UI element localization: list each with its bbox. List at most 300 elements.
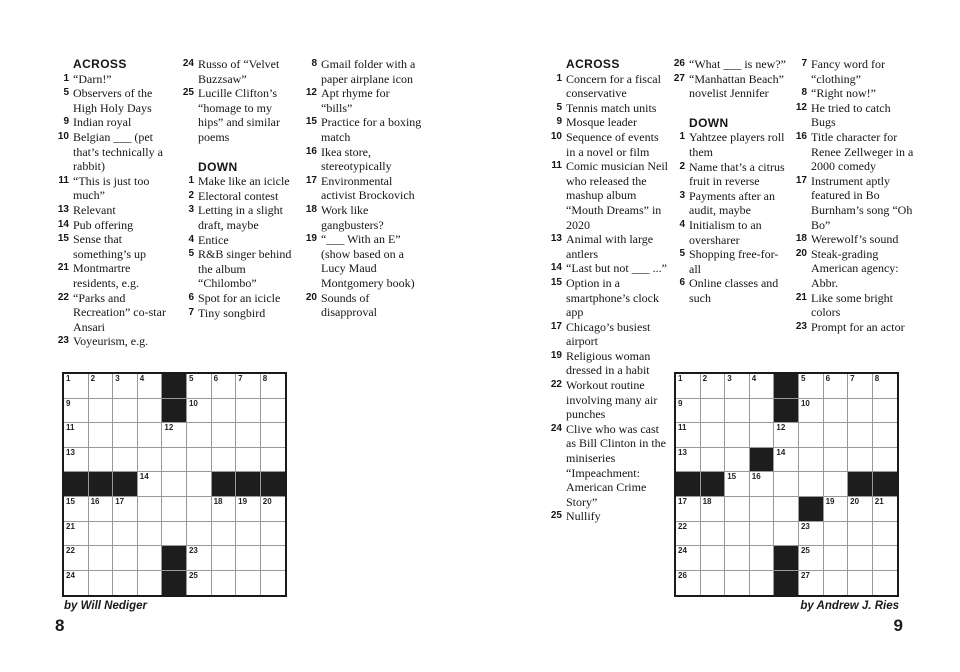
grid-cell — [212, 522, 237, 547]
clue-number: 6 — [188, 291, 194, 303]
black-square — [774, 571, 799, 596]
grid-cell — [873, 423, 898, 448]
cell-number: 10 — [800, 398, 810, 408]
clue-text: Werewolf’s sound — [811, 232, 899, 247]
clue-text: Nullify — [566, 509, 601, 524]
clue — [303, 232, 422, 290]
clue-number: 11 — [551, 160, 562, 172]
byline-left: by Will Nediger — [64, 600, 147, 612]
cell-number: 17 — [115, 496, 125, 506]
clue — [671, 57, 790, 72]
clue-list-header: ACROSS — [73, 57, 127, 71]
grid-cell — [138, 374, 163, 399]
clue-text: He tried to catch Bugs — [811, 100, 891, 130]
clue — [548, 349, 669, 378]
clue-number: 9 — [63, 116, 69, 128]
grid-cell — [824, 571, 849, 596]
grid-cell — [187, 472, 212, 497]
grid-cell — [824, 399, 849, 424]
grid-cell — [89, 448, 114, 473]
clue-number: 22 — [550, 379, 562, 391]
grid-cell — [187, 546, 212, 571]
cell-number: 19 — [238, 496, 248, 506]
grid-cell — [162, 472, 187, 497]
grid-cell — [848, 571, 873, 596]
grid-cell — [138, 472, 163, 497]
clue-number: 2 — [679, 160, 685, 172]
grid-cell — [138, 448, 163, 473]
grid-cell — [848, 497, 873, 522]
clue-number: 3 — [679, 189, 685, 201]
clue — [671, 160, 790, 189]
clue-text: Entice — [198, 232, 229, 247]
clue-text: Tiny songbird — [198, 305, 266, 320]
cell-number: 20 — [850, 496, 860, 506]
grid-cell — [799, 399, 824, 424]
clue-number: 10 — [57, 130, 69, 142]
clue-text: Prompt for an actor — [811, 319, 905, 334]
clue — [793, 86, 915, 101]
black-square — [64, 472, 89, 497]
clue-text: Animal with large antlers — [566, 232, 654, 261]
clue-text: Title character for Renee Zellweger in a 2000 comedy — [811, 129, 914, 174]
grid-cell — [89, 571, 114, 596]
clue-text: Payments after an audit, maybe — [689, 188, 775, 218]
grid-cell — [64, 571, 89, 596]
black-square — [212, 472, 237, 497]
clue-number: 22 — [57, 291, 69, 303]
crossword-grid-right — [674, 372, 899, 597]
clue-text: Apt rhyme for “bills” — [321, 86, 390, 115]
grid-cell — [236, 423, 261, 448]
cell-number: 22 — [66, 546, 75, 556]
clue — [55, 203, 174, 218]
grid-cell — [187, 423, 212, 448]
clue-number: 12 — [305, 87, 317, 99]
grid-cell — [750, 423, 775, 448]
clue — [55, 72, 174, 87]
clue — [671, 276, 790, 305]
clue-number: 15 — [57, 233, 69, 245]
clue-number: 15 — [305, 116, 317, 128]
grid-cell — [750, 497, 775, 522]
clue-number: 17 — [305, 174, 317, 186]
clue-text: “Manhattan Beach” novelist Jennifer — [689, 71, 784, 101]
clue-number: 1 — [63, 72, 69, 84]
clue-text: Fancy word for “clothing” — [811, 57, 885, 86]
clue — [548, 422, 669, 510]
clue — [793, 320, 915, 335]
clue-number: 5 — [63, 87, 69, 99]
grid-cell — [873, 374, 898, 399]
cell-number: 21 — [874, 496, 884, 506]
clue-number: 16 — [305, 145, 317, 157]
grid-cell — [89, 374, 114, 399]
clue-column-left-3 — [303, 57, 422, 320]
cell-number: 2 — [702, 374, 708, 383]
grid-cell — [873, 399, 898, 424]
grid-cell — [113, 374, 138, 399]
page-number-left: 8 — [55, 616, 65, 635]
clue — [180, 233, 299, 248]
cell-number: 8 — [874, 374, 880, 383]
grid-cell — [187, 448, 212, 473]
clue — [548, 101, 669, 116]
grid-cell — [676, 374, 701, 399]
clue — [793, 291, 915, 320]
clue-text: Indian royal — [73, 115, 132, 130]
grid-cell — [113, 399, 138, 424]
clue — [548, 276, 669, 320]
black-square — [774, 546, 799, 571]
grid-cell — [774, 472, 799, 497]
clue-number: 17 — [795, 174, 807, 186]
grid-cell — [824, 546, 849, 571]
clue-column-left-1 — [55, 57, 174, 349]
clue-number: 6 — [679, 277, 685, 289]
grid-cell — [138, 423, 163, 448]
clue-text: Online classes and such — [689, 276, 779, 305]
cell-number: 27 — [800, 570, 810, 580]
clue-number: 20 — [795, 247, 807, 259]
grid-cell — [89, 399, 114, 424]
cell-number: 2 — [90, 374, 96, 383]
clue-text: Relevant — [73, 202, 116, 217]
black-square — [162, 546, 187, 571]
clue-number: 7 — [188, 306, 194, 318]
clue — [180, 247, 299, 291]
cell-number: 1 — [678, 374, 683, 383]
grid-cell — [261, 571, 286, 596]
grid-cell — [113, 497, 138, 522]
grid-cell — [824, 472, 849, 497]
clue-text: “What ___ is new?” — [689, 57, 786, 71]
grid-cell — [261, 497, 286, 522]
clue-number: 19 — [550, 349, 562, 361]
grid-cell — [162, 522, 187, 547]
grid-cell — [725, 423, 750, 448]
clue-text: Sounds of disapproval — [321, 290, 377, 320]
grid-cell — [701, 546, 726, 571]
grid-cell — [799, 472, 824, 497]
grid-cell — [212, 571, 237, 596]
grid-cell — [236, 374, 261, 399]
clue-number: 23 — [795, 320, 807, 332]
cell-number: 13 — [678, 447, 687, 457]
clue-number: 13 — [57, 203, 69, 215]
clue — [671, 247, 790, 276]
grid-cell — [750, 472, 775, 497]
clue — [671, 72, 790, 101]
cell-number: 16 — [751, 472, 761, 482]
grid-cell — [873, 448, 898, 473]
clue-number: 1 — [679, 131, 685, 143]
clue-number: 14 — [57, 218, 69, 230]
black-square — [676, 472, 701, 497]
clue-number: 15 — [550, 276, 562, 288]
clue-text: R&B singer behind the album “Chilombo” — [198, 247, 292, 291]
grid-cell — [873, 546, 898, 571]
clue-text: Belgian ___ (pet that’s technically a rabbit) — [73, 129, 163, 174]
grid-cell — [725, 472, 750, 497]
grid-cell — [113, 522, 138, 547]
clue — [180, 306, 299, 321]
cell-number: 17 — [678, 496, 687, 506]
clue-text: Like some bright colors — [811, 290, 893, 320]
clue-number: 27 — [673, 72, 685, 84]
grid-cell — [64, 546, 89, 571]
grid-cell — [774, 522, 799, 547]
grid-cell — [725, 571, 750, 596]
grid-cell — [824, 374, 849, 399]
clue-text: “Parks and Recreation” co-star Ansari — [73, 290, 166, 334]
clue — [548, 115, 669, 130]
cell-number: 18 — [702, 496, 712, 506]
grid-cell — [750, 546, 775, 571]
grid-cell — [799, 546, 824, 571]
clue — [548, 509, 669, 524]
clue-text: Lucille Clifton’s “homage to my hips” and similar poems — [198, 86, 280, 144]
clue-text: Initialism to an oversharer — [689, 217, 762, 247]
grid-cell — [774, 448, 799, 473]
black-square — [774, 374, 799, 399]
cell-number: 4 — [751, 374, 757, 383]
clue-number: 21 — [795, 291, 807, 303]
clue — [548, 72, 669, 101]
clue-number: 19 — [305, 233, 317, 245]
clue-text: Concern for a fiscal conservative — [566, 71, 661, 101]
cell-number: 1 — [66, 374, 71, 383]
clue-number: 24 — [550, 422, 562, 434]
clue-list-header: DOWN — [689, 115, 729, 130]
grid-cell — [89, 522, 114, 547]
grid-cell — [138, 522, 163, 547]
clue-text: Russo of “Velvet Buzzsaw” — [198, 57, 280, 86]
grid-cell — [701, 374, 726, 399]
grid-cell — [187, 522, 212, 547]
clue-text: Religious woman dressed in a habit — [566, 348, 651, 378]
grid-cell — [848, 546, 873, 571]
cell-number: 11 — [66, 423, 75, 433]
clue-number: 24 — [182, 58, 194, 69]
cell-number: 7 — [850, 374, 855, 383]
clue — [180, 189, 299, 204]
clue-text: Sequence of events in a novel or film — [566, 129, 659, 159]
grid-cell — [799, 448, 824, 473]
clue — [55, 261, 174, 290]
black-square — [162, 399, 187, 424]
cell-number: 23 — [188, 546, 198, 556]
clue-text: Environmental activist Brockovich — [321, 173, 415, 203]
black-square — [873, 472, 898, 497]
clue-text: Spot for an icicle — [198, 290, 281, 305]
grid-cell — [725, 546, 750, 571]
clue-number: 26 — [673, 58, 685, 69]
cell-number: 7 — [238, 374, 243, 383]
clue-text: Sense that something’s up — [73, 232, 147, 261]
clue-text: Clive who was cast as Bill Clinton in the miniseries “Impeachment: American Crime Story” — [566, 421, 667, 509]
cell-number: 14 — [776, 447, 786, 457]
grid-cell — [799, 374, 824, 399]
clue-text: Yahtzee players roll them — [689, 130, 785, 159]
cell-number: 26 — [678, 570, 687, 580]
grid-cell — [774, 497, 799, 522]
grid-cell — [848, 423, 873, 448]
grid-cell — [162, 448, 187, 473]
grid-cell — [113, 423, 138, 448]
grid-cell — [138, 546, 163, 571]
black-square — [162, 571, 187, 596]
grid-cell — [725, 497, 750, 522]
cell-number: 14 — [139, 472, 149, 482]
cell-number: 11 — [678, 423, 687, 433]
grid-cell — [187, 571, 212, 596]
clue — [548, 320, 669, 349]
clue — [55, 115, 174, 130]
grid-cell — [261, 448, 286, 473]
clue — [671, 218, 790, 247]
clue-number: 2 — [188, 189, 194, 201]
clue — [303, 57, 422, 86]
clue-text: “___ With an E” (show based on a Lucy Maud Montgomery book) — [321, 232, 415, 290]
grid-cell — [824, 423, 849, 448]
clue-number: 8 — [801, 87, 807, 99]
cell-number: 15 — [727, 472, 737, 482]
cell-number: 9 — [678, 398, 683, 408]
grid-cell — [212, 448, 237, 473]
grid-cell — [774, 423, 799, 448]
grid-cell — [676, 497, 701, 522]
clue — [180, 86, 299, 144]
cell-number: 3 — [727, 374, 732, 383]
clue-text: Instrument aptly featured in Bo Burnham’s song “Oh Bo” — [811, 173, 913, 232]
grid-cell — [187, 497, 212, 522]
clue-text: Tennis match units — [566, 100, 657, 115]
grid-cell — [725, 522, 750, 547]
clue-list-header: DOWN — [198, 159, 238, 174]
clue-number: 16 — [795, 130, 807, 142]
cell-number: 22 — [678, 521, 687, 531]
cell-number: 19 — [825, 496, 835, 506]
grid-cell — [212, 374, 237, 399]
clue — [793, 101, 915, 130]
clue-text: Work like gangbusters? — [321, 202, 384, 232]
cell-number: 5 — [800, 374, 806, 383]
clue — [671, 130, 790, 159]
clue — [180, 203, 299, 232]
byline-right: by Andrew J. Ries — [800, 600, 899, 612]
grid-cell — [89, 497, 114, 522]
clue-number: 12 — [795, 101, 807, 113]
clue-column-right-1 — [548, 57, 669, 524]
grid-cell — [873, 497, 898, 522]
cell-number: 5 — [188, 374, 194, 383]
grid-cell — [750, 399, 775, 424]
clue-number: 5 — [556, 101, 562, 113]
grid-cell — [236, 522, 261, 547]
grid-cell — [676, 546, 701, 571]
clue-text: Ikea store, stereotypically — [321, 144, 392, 174]
clue-number: 25 — [182, 87, 194, 99]
clue — [180, 291, 299, 306]
clue — [55, 232, 174, 261]
grid-cell — [824, 497, 849, 522]
grid-cell — [64, 522, 89, 547]
black-square — [701, 472, 726, 497]
clue-column-right-2 — [671, 57, 790, 306]
clue — [548, 261, 669, 276]
cell-number: 12 — [776, 423, 786, 433]
cell-number: 10 — [188, 398, 198, 408]
clue-text: “Darn!” — [73, 71, 112, 86]
grid-cell — [89, 423, 114, 448]
black-square — [774, 399, 799, 424]
grid-cell — [113, 571, 138, 596]
clue — [548, 232, 669, 261]
clue-text: Voyeurism, e.g. — [73, 334, 149, 349]
clue-text: “Last but not ___ ...” — [566, 261, 667, 276]
clue-number: 1 — [188, 175, 194, 187]
clue-text: Steak-grading American agency: Abbr. — [811, 246, 899, 290]
grid-cell — [701, 399, 726, 424]
clue-text: “Right now!” — [811, 86, 876, 101]
cell-number: 3 — [115, 374, 120, 383]
page-number-right: 9 — [893, 616, 903, 635]
grid-cell — [824, 522, 849, 547]
clue — [303, 174, 422, 203]
clue — [55, 334, 174, 349]
grid-cell — [236, 546, 261, 571]
clue-text: Shopping free-for-all — [689, 247, 779, 276]
grid-cell — [64, 399, 89, 424]
grid-cell — [701, 497, 726, 522]
grid-cell — [261, 374, 286, 399]
clue — [55, 291, 174, 335]
clue-number: 3 — [188, 204, 194, 216]
clue — [303, 145, 422, 174]
grid-cell — [138, 399, 163, 424]
grid-cell — [261, 399, 286, 424]
crossword-grid-left — [62, 372, 287, 597]
clue-text: Practice for a boxing match — [321, 115, 422, 144]
black-square — [89, 472, 114, 497]
clue-text: Letting in a slight draft, maybe — [198, 203, 283, 232]
clue-number: 17 — [550, 320, 562, 332]
clue — [548, 159, 669, 232]
clue-number: 23 — [57, 335, 69, 347]
grid-cell — [676, 571, 701, 596]
clue-text: Pub offering — [73, 217, 134, 232]
clue-text: Option in a smartphone’s clock app — [566, 275, 659, 320]
grid-cell — [64, 497, 89, 522]
grid-cell — [799, 423, 824, 448]
grid-cell — [873, 571, 898, 596]
clue-number: 9 — [556, 116, 562, 128]
clue-number: 14 — [550, 262, 562, 274]
cell-number: 21 — [66, 521, 75, 531]
black-square — [113, 472, 138, 497]
cell-number: 13 — [66, 447, 75, 457]
grid-cell — [261, 423, 286, 448]
grid-cell — [725, 374, 750, 399]
clue — [180, 174, 299, 189]
grid-cell — [113, 448, 138, 473]
cell-number: 24 — [678, 546, 687, 556]
clue-number: 25 — [550, 510, 562, 522]
grid-cell — [187, 374, 212, 399]
grid-cell — [113, 546, 138, 571]
clue-number: 20 — [305, 291, 317, 303]
